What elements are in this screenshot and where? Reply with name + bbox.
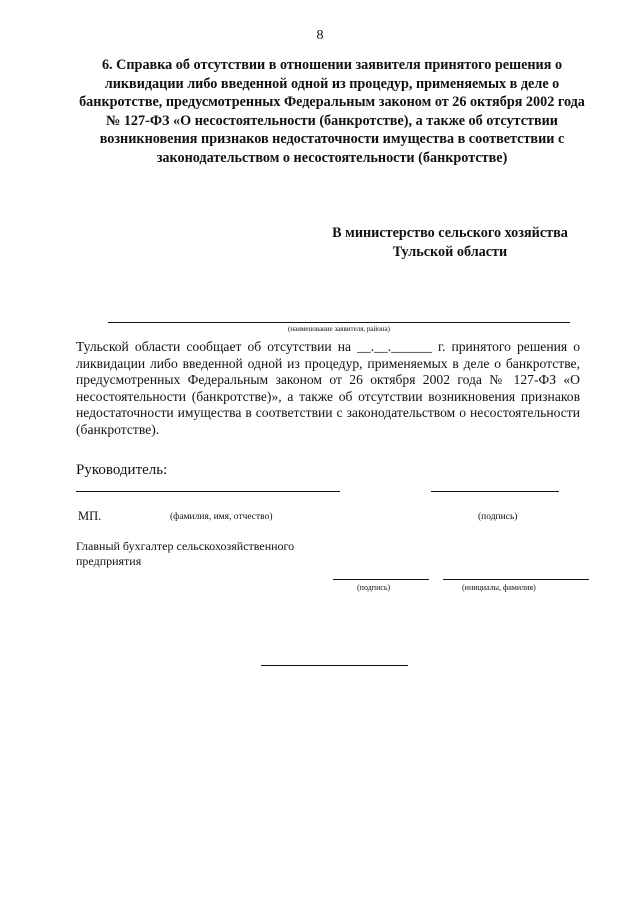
page-number: 8 bbox=[316, 28, 324, 43]
applicant-name-line bbox=[108, 322, 570, 323]
leader-name-line bbox=[76, 491, 340, 492]
certificate-body: Тульской области сообщает об отсутствии на __.__.______ г. принятого решения о ликвидации либо введенной одной из процедур, применяемых в деле о банкротстве, предусмотренных Федеральным законом от 26 октября 2002 года № 127-ФЗ «О несостоятельности (банкротстве)», а также об отсутствии возникновения признаков недостаточности имущества в соответствии с законодательством о несостоятельности (банкротстве). bbox=[76, 339, 580, 437]
addressee-line-1: В министерство сельского хозяйства bbox=[332, 225, 568, 241]
document-heading: 6. Справка об отсутствии в отношении заявителя принятого решения о ликвидации либо введенной одной из процедур, применяемых в деле о банкротстве, предусмотренных Федеральным законом от 26 октября 2002 года № 127-ФЗ «О несостоятельности (банкротстве), а также об отсутствии возникновения признаков недостаточности имущества в соответствии с законодательством о несостоятельности (банкротстве) bbox=[79, 57, 585, 166]
closing-line bbox=[261, 665, 408, 666]
leader-name-caption: (фамилия, имя, отчество) bbox=[170, 512, 273, 522]
chief-accountant-label: Главный бухгалтер сельскохозяйственного предприятия bbox=[76, 539, 295, 568]
addressee bbox=[300, 224, 600, 261]
leader-signature-caption: (подпись) bbox=[478, 512, 518, 522]
accountant-signature-line bbox=[333, 579, 429, 580]
applicant-name-caption: (наименование заявителя, района) bbox=[288, 325, 390, 333]
stamp-place-label: МП. bbox=[78, 509, 102, 523]
accountant-initials-line bbox=[443, 579, 589, 580]
leader-label: Руководитель: bbox=[76, 462, 168, 478]
accountant-signature-caption: (подпись) bbox=[357, 583, 391, 592]
leader-signature-line bbox=[431, 491, 559, 492]
addressee-line-2: Тульской области bbox=[392, 243, 508, 260]
accountant-initials-caption: (инициалы, фамилия) bbox=[462, 583, 536, 592]
